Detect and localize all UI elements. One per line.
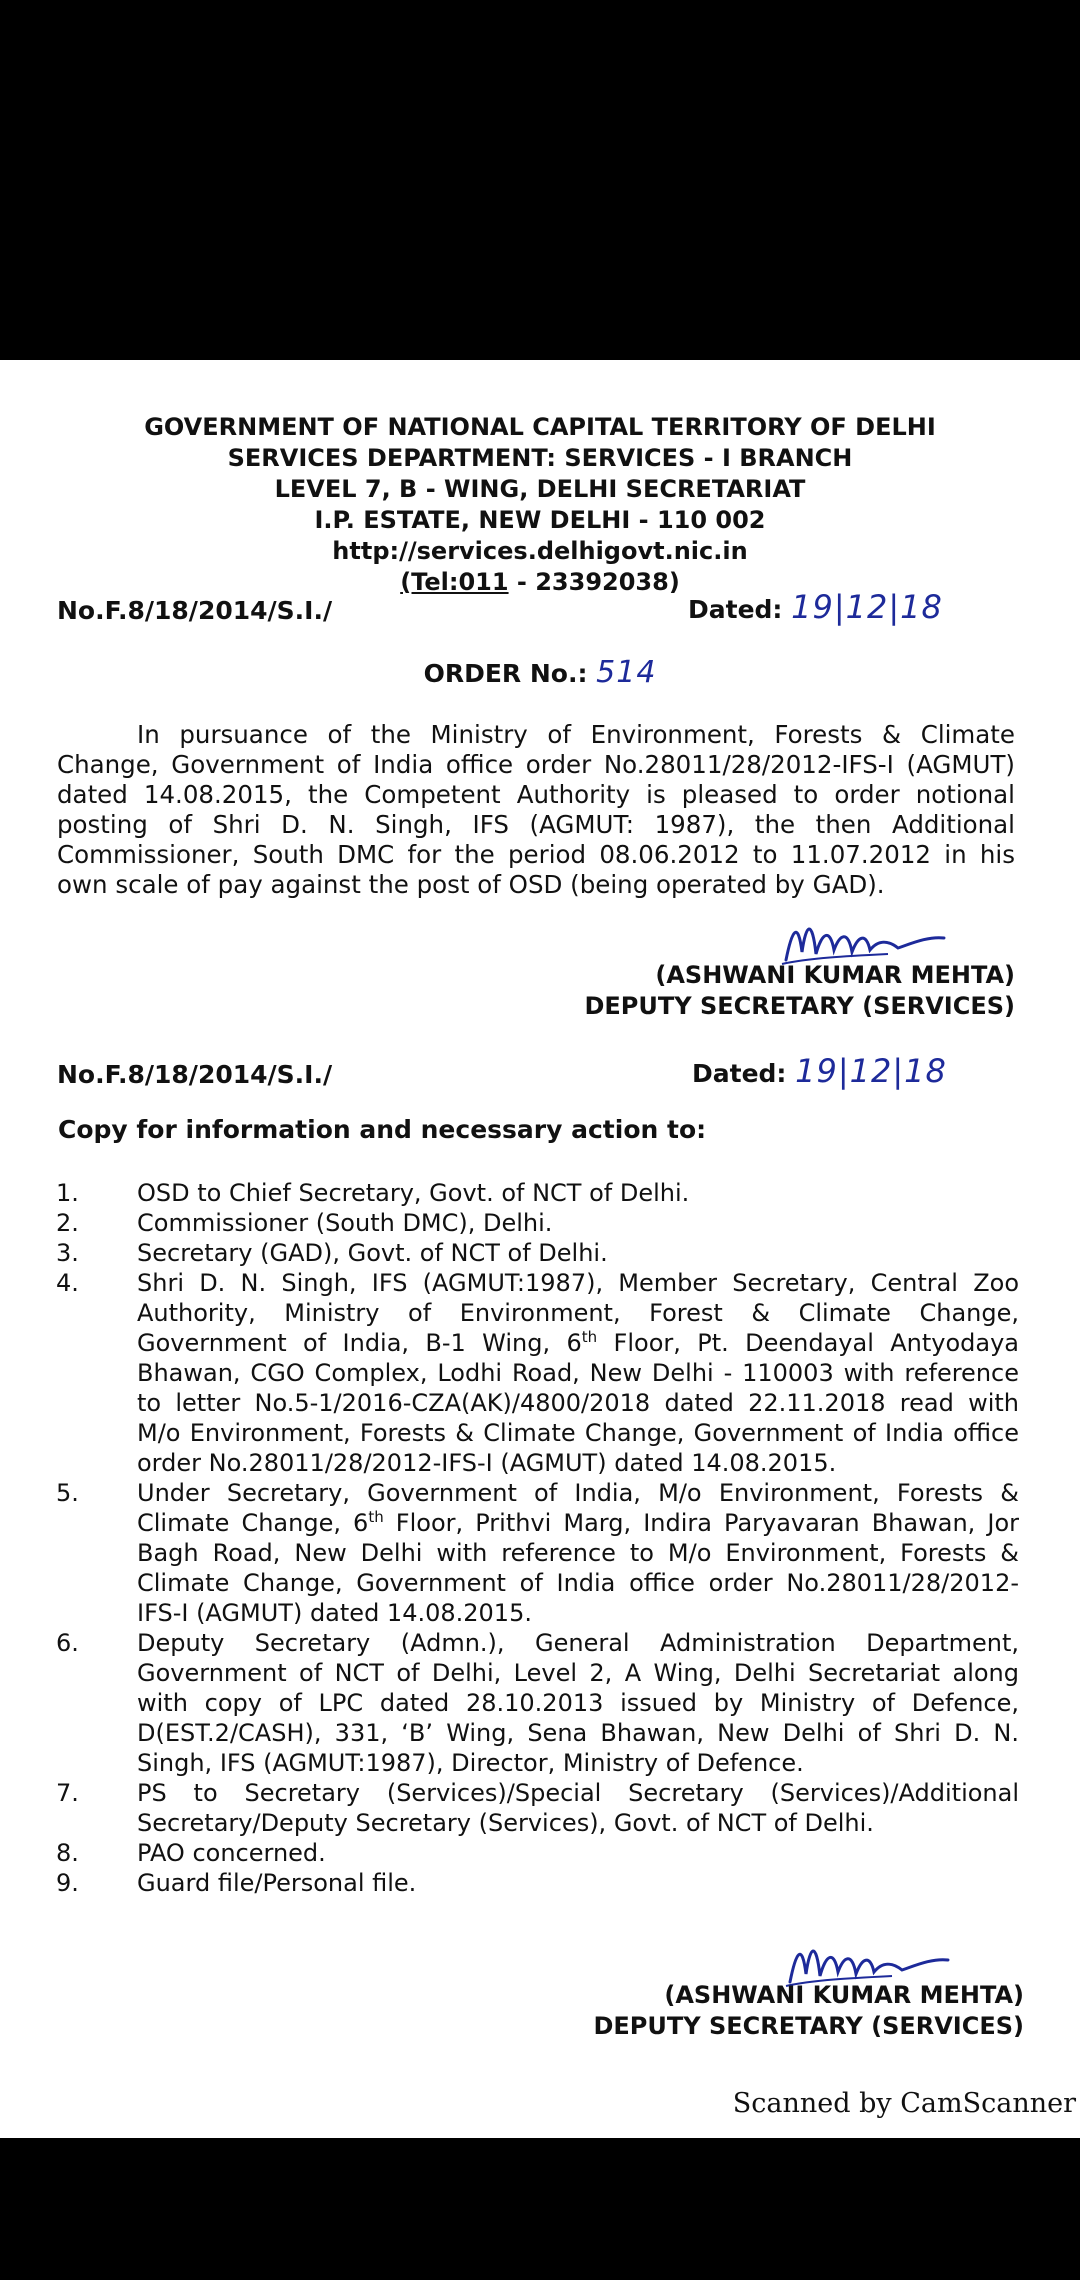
- order-number-line: [0, 655, 1080, 690]
- letterhead-line-government: GOVERNMENT OF NATIONAL CAPITAL TERRITORY OF DELHI: [144, 413, 936, 441]
- handwritten-order-number: 514: [596, 655, 657, 690]
- list-text-cont: Floor, Prithvi Marg, Indira Paryavaran Bhawan, Jor Bagh Road, New Delhi with reference to M/o Environment, Forests & Climate Change, Government of India office order No.28011/28/2012-IFS-I (AGMUT) dated 14.08.2015.: [137, 1509, 1019, 1627]
- list-item: [56, 1868, 1019, 1898]
- signatory-designation-bottom: DEPUTY SECRETARY (SERVICES): [593, 2012, 1024, 2040]
- list-item: [56, 1628, 1019, 1778]
- bottom-black-band: [0, 2138, 1080, 2280]
- list-number: 5.: [56, 1479, 79, 1507]
- telephone-prefix: (Tel:011: [400, 568, 509, 596]
- list-number: 9.: [56, 1869, 79, 1897]
- superscript-th: th: [581, 1328, 598, 1346]
- handwritten-date: 19|12|18: [791, 588, 943, 626]
- letterhead-line-level: LEVEL 7, B - WING, DELHI SECRETARIAT: [274, 475, 806, 503]
- copy-intro: Copy for information and necessary action to:: [58, 1115, 707, 1144]
- signatory-name-bottom: (ASHWANI KUMAR MEHTA): [664, 1981, 1024, 2009]
- list-number: 4.: [56, 1269, 79, 1297]
- letterhead-line-address: I.P. ESTATE, NEW DELHI - 110 002: [314, 506, 766, 534]
- list-text: Shri D. N. Singh, IFS (AGMUT:1987), Member Secretary, Central Zoo Authority, Ministry of Environment, Forest & Climate Change, Government of India, B-1 Wing, 6: [137, 1269, 1019, 1357]
- signatory-designation: DEPUTY SECRETARY (SERVICES): [584, 992, 1015, 1020]
- camscanner-watermark: Scanned by CamScanner: [732, 2088, 1076, 2119]
- list-item: [56, 1268, 1019, 1478]
- letterhead: [0, 412, 1080, 598]
- document-page: [0, 360, 1080, 2138]
- order-body-text: In pursuance of the Ministry of Environment, Forests & Climate Change, Government of India office order No.28011/28/2012-IFS-I (AGMUT) dated 14.08.2015, the Competent Authority is pleased to order notional posting of Shri D. N. Singh, IFS (AGMUT: 1987), the then Additional Commissioner, South DMC for the period 08.06.2012 to 11.07.2012 in his own scale of pay against the post of OSD (being operated by GAD).: [57, 720, 1015, 899]
- letterhead-line-department: SERVICES DEPARTMENT: SERVICES - I BRANCH: [227, 444, 853, 472]
- dated-label: Dated:: [688, 595, 783, 624]
- list-text: Guard file/Personal file.: [137, 1869, 417, 1897]
- superscript-th: th: [368, 1508, 384, 1526]
- copy-handwritten-date: 19|12|18: [795, 1052, 947, 1090]
- list-text: PAO concerned.: [137, 1839, 326, 1867]
- telephone-number: - 23392038): [508, 568, 680, 596]
- list-number: 7.: [56, 1779, 79, 1807]
- list-item: [56, 1238, 1019, 1268]
- copy-recipient-list: [56, 1178, 1019, 1898]
- list-text-cont: Floor, Pt. Deendayal Antyodaya Bhawan, CGO Complex, Lodhi Road, New Delhi - 110003 with reference to letter No.5-1/2016-CZA(AK)/4800/2018 dated 22.11.2018 read with M/o Environment, Forests & Climate Change, Government of India office order No.28011/28/2012-IFS-I (AGMUT) dated 14.08.2015.: [137, 1329, 1019, 1477]
- list-text: Secretary (GAD), Govt. of NCT of Delhi.: [137, 1239, 608, 1267]
- letterhead-website[interactable]: http://services.delhigovt.nic.in: [332, 537, 748, 565]
- list-number: 8.: [56, 1839, 79, 1867]
- copy-dated-label: Dated:: [692, 1059, 787, 1088]
- signatory-block-top: [584, 960, 1015, 1022]
- list-text: Commissioner (South DMC), Delhi.: [137, 1209, 553, 1237]
- list-text: PS to Secretary (Services)/Special Secretary (Services)/Additional Secretary/Deputy Secretary (Services), Govt. of NCT of Delhi.: [137, 1779, 1019, 1837]
- list-item: [56, 1478, 1019, 1628]
- list-number: 3.: [56, 1239, 79, 1267]
- signatory-block-bottom: [593, 1980, 1024, 2042]
- file-number: No.F.8/18/2014/S.I./: [57, 596, 333, 625]
- list-item: [56, 1178, 1019, 1208]
- list-number: 6.: [56, 1629, 79, 1657]
- copy-file-number: No.F.8/18/2014/S.I./: [57, 1060, 333, 1089]
- list-item: [56, 1208, 1019, 1238]
- order-date: [688, 588, 943, 626]
- copy-date: [692, 1052, 947, 1090]
- list-item: [56, 1838, 1019, 1868]
- list-text: Under Secretary, Government of India, M/o Environment, Forests & Climate Change, 6: [137, 1479, 1019, 1537]
- list-item: [56, 1778, 1019, 1838]
- list-number: 1.: [56, 1179, 79, 1207]
- list-text: OSD to Chief Secretary, Govt. of NCT of Delhi.: [137, 1179, 690, 1207]
- signatory-name: (ASHWANI KUMAR MEHTA): [655, 961, 1015, 989]
- top-black-band: [0, 0, 1080, 360]
- list-text: Deputy Secretary (Admn.), General Administration Department, Government of NCT of Delhi, Level 2, A Wing, Delhi Secretariat along with copy of LPC dated 28.10.2013 issued by Ministry of Defence, D(EST.2/CASH), 331, ‘B’ Wing, Sena Bhawan, New Delhi of Shri D. N. Singh, IFS (AGMUT:1987), Director, Ministry of Defence.: [137, 1629, 1019, 1777]
- order-label: ORDER No.:: [423, 659, 588, 688]
- order-body: [57, 720, 1015, 900]
- list-number: 2.: [56, 1209, 79, 1237]
